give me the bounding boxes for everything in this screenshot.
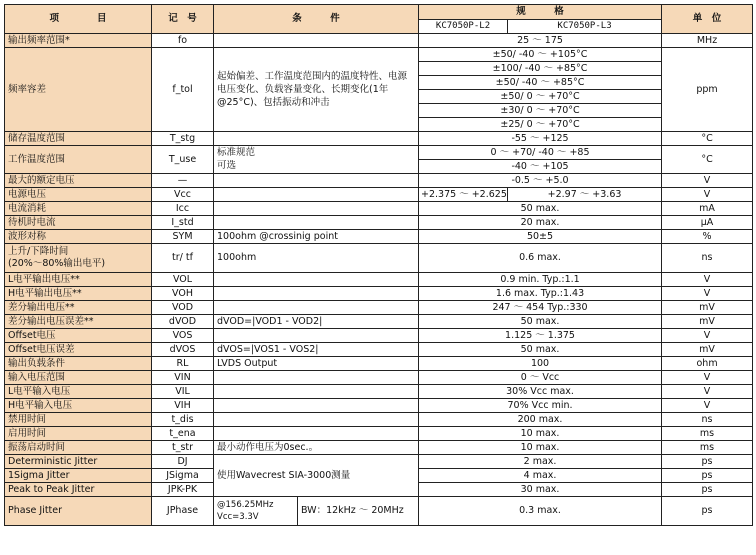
spec-table <box>4 4 753 526</box>
symbol: fo <box>152 34 214 48</box>
item-label: Phase Jitter <box>5 497 152 526</box>
row-symmetry <box>5 230 753 244</box>
condition <box>214 399 419 413</box>
symbol: f_tol <box>152 48 214 132</box>
unit: V <box>662 385 753 399</box>
row-operating-temperature <box>5 146 753 160</box>
item-label: 振荡启动时间 <box>5 441 152 455</box>
condition <box>214 371 419 385</box>
condition <box>214 132 419 146</box>
item-label: L电平输入电压 <box>5 385 152 399</box>
unit: V <box>662 329 753 343</box>
spec-value: 50 max. <box>419 315 662 329</box>
spec-value: 30% Vcc max. <box>419 385 662 399</box>
symbol: VIH <box>152 399 214 413</box>
row-vil <box>5 385 753 399</box>
unit: V <box>662 273 753 287</box>
condition: 100ohm @crossinig point <box>214 230 419 244</box>
symbol: — <box>152 174 214 188</box>
item-label: H电平输出电压** <box>5 287 152 301</box>
condition-frequency-line2: Vcc=3.3V <box>217 512 259 522</box>
symbol: Vcc <box>152 188 214 202</box>
item-label: 1Sigma Jitter <box>5 469 152 483</box>
condition: 起始偏差、工作温度范围内的温度特性、电源电压变化、负载容量变化、长期变化(1年 @25°C)、包括振动和冲击 <box>214 48 419 132</box>
spec-value: 0 ～ Vcc <box>419 371 662 385</box>
unit: ohm <box>662 357 753 371</box>
row-phase-jitter <box>5 497 753 526</box>
row-dvos <box>5 343 753 357</box>
header-model-l2: KC7050P-L2 <box>419 19 508 34</box>
unit: ps <box>662 455 753 469</box>
condition <box>214 188 419 202</box>
spec-value: 2 max. <box>419 455 662 469</box>
unit: ps <box>662 469 753 483</box>
unit: ns <box>662 244 753 273</box>
row-standby-current <box>5 216 753 230</box>
item-label: 最大的额定电压 <box>5 174 152 188</box>
row-vih <box>5 399 753 413</box>
header-spec: 规 格 <box>419 5 662 20</box>
row-vin <box>5 371 753 385</box>
spec-value: 0.6 max. <box>419 244 662 273</box>
row-vol <box>5 273 753 287</box>
row-output-load <box>5 357 753 371</box>
symbol: VOD <box>152 301 214 315</box>
condition-frequency-line1: @156.25MHz <box>217 500 274 510</box>
condition <box>214 427 419 441</box>
item-label: 电源电压 <box>5 188 152 202</box>
item-label-line1: 上升/下降时间 <box>8 246 69 257</box>
spec-value: -55 ～ +125 <box>419 132 662 146</box>
symbol: VIN <box>152 371 214 385</box>
unit: °C <box>662 132 753 146</box>
spec-value: 4 max. <box>419 469 662 483</box>
spec-value: 50 max. <box>419 202 662 216</box>
item-label: 差分输出电压误差** <box>5 315 152 329</box>
row-start-time <box>5 441 753 455</box>
symbol: DJ <box>152 455 214 469</box>
spec-value: ±50/ -40 ～ +105°C <box>419 48 662 62</box>
condition: LVDS Output <box>214 357 419 371</box>
item-label: 输出频率范围* <box>5 34 152 48</box>
item-label: 禁用时间 <box>5 413 152 427</box>
item-label: 频率容差 <box>5 48 152 132</box>
row-rise-fall-time <box>5 244 753 273</box>
spec-value: ±50/ -40 ～ +85°C <box>419 76 662 90</box>
row-current-consumption <box>5 202 753 216</box>
unit: mA <box>662 202 753 216</box>
symbol: JSigma <box>152 469 214 483</box>
item-label: Offset电压 <box>5 329 152 343</box>
unit: mV <box>662 315 753 329</box>
item-label: 波形对称 <box>5 230 152 244</box>
unit: ps <box>662 497 753 526</box>
item-label: 启用时间 <box>5 427 152 441</box>
spec-value: ±25/ 0 ～ +70°C <box>419 118 662 132</box>
condition <box>214 301 419 315</box>
condition <box>214 413 419 427</box>
condition: 最小动作电压为0sec.。 <box>214 441 419 455</box>
condition <box>214 329 419 343</box>
header-unit: 单 位 <box>662 5 753 34</box>
unit: V <box>662 188 753 202</box>
symbol: RL <box>152 357 214 371</box>
spec-value: 200 max. <box>419 413 662 427</box>
unit: mV <box>662 301 753 315</box>
condition: 标准规范 <box>214 146 419 160</box>
unit: V <box>662 371 753 385</box>
symbol: t_str <box>152 441 214 455</box>
condition <box>214 174 419 188</box>
row-deterministic-jitter <box>5 455 753 469</box>
spec-value: 247 ～ 454 Typ.:330 <box>419 301 662 315</box>
symbol: tr/ tf <box>152 244 214 273</box>
row-storage-temperature <box>5 132 753 146</box>
spec-value: 0 ～ +70/ -40 ～ +85 <box>419 146 662 160</box>
symbol: VOH <box>152 287 214 301</box>
unit: µA <box>662 216 753 230</box>
item-label: 差分输出电压** <box>5 301 152 315</box>
unit: V <box>662 399 753 413</box>
row-vod <box>5 301 753 315</box>
condition: dVOS=|VOS1 - VOS2| <box>214 343 419 357</box>
row-dvod <box>5 315 753 329</box>
spec-value: 100 <box>419 357 662 371</box>
unit: V <box>662 174 753 188</box>
symbol: t_ena <box>152 427 214 441</box>
item-label: 待机时电流 <box>5 216 152 230</box>
row-disable-time <box>5 413 753 427</box>
row-max-rated-voltage <box>5 174 753 188</box>
spec-value: 25 ～ 175 <box>419 34 662 48</box>
item-label: Deterministic Jitter <box>5 455 152 469</box>
row-frequency-tolerance <box>5 48 753 62</box>
condition <box>214 287 419 301</box>
item-label: 电流消耗 <box>5 202 152 216</box>
spec-value-l3: +2.97 ～ +3.63 <box>508 188 662 202</box>
condition <box>214 385 419 399</box>
spec-value: 50 max. <box>419 343 662 357</box>
row-vos <box>5 329 753 343</box>
condition-bandwidth: BW：12kHz ～ 20MHz <box>298 497 419 526</box>
spec-value: ±100/ -40 ～ +85°C <box>419 62 662 76</box>
header-condition: 条 件 <box>214 5 419 34</box>
symbol: T_use <box>152 146 214 174</box>
spec-value-l2: +2.375 ～ +2.625 <box>419 188 508 202</box>
unit: ps <box>662 483 753 497</box>
item-label: H电平输入电压 <box>5 399 152 413</box>
unit: % <box>662 230 753 244</box>
unit: ms <box>662 441 753 455</box>
symbol: JPhase <box>152 497 214 526</box>
condition <box>214 216 419 230</box>
item-label: Offset电压误差 <box>5 343 152 357</box>
condition: 使用Wavecrest SIA-3000测量 <box>214 455 419 497</box>
item-label: 输出负载条件 <box>5 357 152 371</box>
spec-value: ±30/ 0 ～ +70°C <box>419 104 662 118</box>
condition: 100ohm <box>214 244 419 273</box>
symbol: VIL <box>152 385 214 399</box>
spec-value: 1.6 max. Typ.:1.43 <box>419 287 662 301</box>
symbol: dVOD <box>152 315 214 329</box>
spec-value: -0.5 ～ +5.0 <box>419 174 662 188</box>
item-label-line2: (20%～80%输出电平) <box>8 258 106 269</box>
unit: ns <box>662 413 753 427</box>
symbol: JPK-PK <box>152 483 214 497</box>
symbol: t_dis <box>152 413 214 427</box>
symbol: I_std <box>152 216 214 230</box>
unit: ppm <box>662 48 753 132</box>
spec-value: 30 max. <box>419 483 662 497</box>
item-label: 输入电压范围 <box>5 371 152 385</box>
symbol: VOL <box>152 273 214 287</box>
header-model-l3: KC7050P-L3 <box>508 19 662 34</box>
unit: ms <box>662 427 753 441</box>
spec-value: 70% Vcc min. <box>419 399 662 413</box>
spec-value: 10 max. <box>419 441 662 455</box>
condition: 可选 <box>214 160 419 174</box>
condition <box>214 202 419 216</box>
condition-frequency <box>214 497 298 526</box>
unit: V <box>662 287 753 301</box>
row-supply-voltage <box>5 188 753 202</box>
row-enable-time <box>5 427 753 441</box>
row-voh <box>5 287 753 301</box>
condition: dVOD=|VOD1 - VOD2| <box>214 315 419 329</box>
item-label: 工作温度范围 <box>5 146 152 174</box>
symbol: VOS <box>152 329 214 343</box>
item-label: Peak to Peak Jitter <box>5 483 152 497</box>
spec-value: -40 ～ +105 <box>419 160 662 174</box>
item-label: 储存温度范围 <box>5 132 152 146</box>
spec-value: 0.9 min. Typ.:1.1 <box>419 273 662 287</box>
row-output-frequency <box>5 34 753 48</box>
item-label: L电平输出电压** <box>5 273 152 287</box>
header-symbol: 记 号 <box>152 5 214 34</box>
spec-value: 0.3 max. <box>419 497 662 526</box>
unit: °C <box>662 146 753 174</box>
symbol: Icc <box>152 202 214 216</box>
header-row <box>5 5 753 20</box>
symbol: dVOS <box>152 343 214 357</box>
unit: mV <box>662 343 753 357</box>
spec-value: 10 max. <box>419 427 662 441</box>
spec-value: ±50/ 0 ～ +70°C <box>419 90 662 104</box>
item-label <box>5 244 152 273</box>
spec-value: 1.125 ～ 1.375 <box>419 329 662 343</box>
condition <box>214 273 419 287</box>
condition <box>214 34 419 48</box>
spec-value: 50±5 <box>419 230 662 244</box>
header-item: 项 目 <box>5 5 152 34</box>
unit: MHz <box>662 34 753 48</box>
spec-value: 20 max. <box>419 216 662 230</box>
symbol: T_stg <box>152 132 214 146</box>
symbol: SYM <box>152 230 214 244</box>
